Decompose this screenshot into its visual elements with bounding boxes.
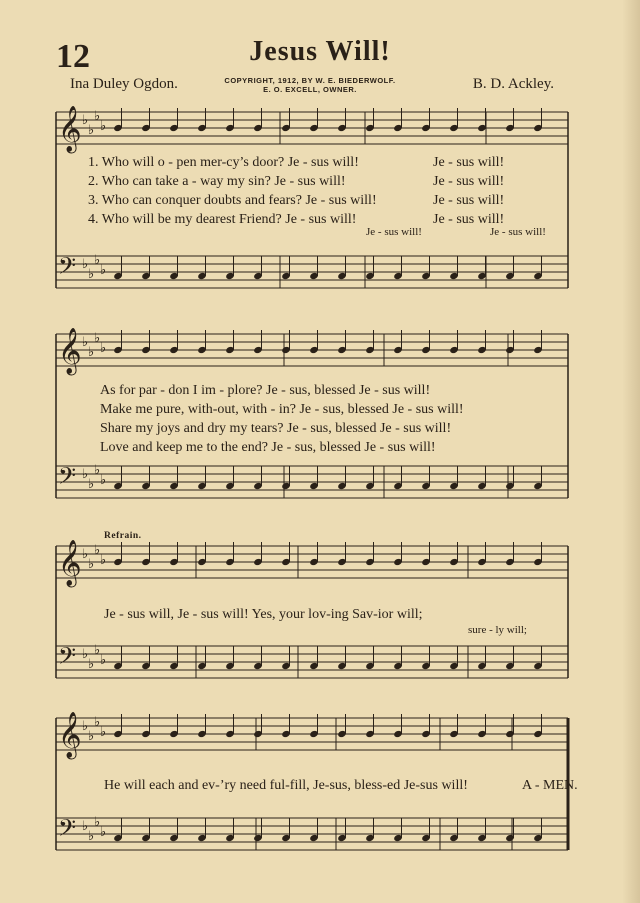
hymn-number: 12 bbox=[56, 38, 90, 75]
refrain-label: Refrain. bbox=[104, 531, 142, 541]
copyright-line-1: COPYRIGHT, 1912, BY W. E. BIEDERWOLF. bbox=[224, 76, 396, 85]
flat-icon: ♭ bbox=[88, 267, 95, 282]
flat-icon: ♭ bbox=[82, 547, 89, 562]
flat-icon: ♭ bbox=[88, 829, 95, 844]
flat-icon: ♭ bbox=[82, 719, 89, 734]
flat-icon: ♭ bbox=[82, 257, 89, 272]
flat-icon: ♭ bbox=[94, 463, 101, 478]
flat-icon: ♭ bbox=[94, 643, 101, 658]
flat-icon: ♭ bbox=[88, 477, 95, 492]
flat-icon: ♭ bbox=[88, 657, 95, 672]
hymn-title: Jesus Will! bbox=[249, 36, 391, 67]
flat-icon: ♭ bbox=[88, 729, 95, 744]
flat-icon: ♭ bbox=[94, 715, 101, 730]
copyright-line-2: E. O. EXCELL, OWNER. bbox=[263, 85, 357, 94]
treble-clef-icon: 𝄞 bbox=[58, 106, 82, 152]
flat-icon: ♭ bbox=[82, 467, 89, 482]
verse-3-line-2: Share my joys and dry my tears? Je - sus, blessed Je - sus will! bbox=[100, 421, 452, 436]
refrain-line-1-alt: sure - ly will; bbox=[468, 624, 527, 636]
verse-2-line-2: Make me pure, with-out, with - in? Je - sus, blessed Je - sus will! bbox=[100, 402, 464, 417]
flat-icon: ♭ bbox=[88, 123, 95, 138]
flat-icon: ♭ bbox=[100, 725, 107, 740]
composer-credit: B. D. Ackley. bbox=[472, 76, 554, 92]
refrain-line-1: Je - sus will, Je - sus will! Yes, your lov-ing Sav-ior will; bbox=[104, 607, 423, 622]
flat-icon: ♭ bbox=[100, 825, 107, 840]
flat-icon: ♭ bbox=[94, 109, 101, 124]
flat-icon: ♭ bbox=[100, 341, 107, 356]
flat-icon: ♭ bbox=[82, 335, 89, 350]
flat-icon: ♭ bbox=[88, 557, 95, 572]
flat-icon: ♭ bbox=[82, 819, 89, 834]
author-credit: Ina Duley Ogdon. bbox=[70, 76, 178, 92]
flat-icon: ♭ bbox=[100, 263, 107, 278]
bass-clef-icon: 𝄢 bbox=[58, 642, 77, 675]
flat-icon: ♭ bbox=[94, 331, 101, 346]
flat-icon: ♭ bbox=[100, 653, 107, 668]
bass-clef-icon: 𝄢 bbox=[58, 462, 77, 495]
bass-clef-icon: 𝄢 bbox=[58, 814, 77, 847]
verse-4-line-2: Love and keep me to the end? Je - sus, blessed Je - sus will! bbox=[100, 440, 436, 455]
flat-icon: ♭ bbox=[100, 473, 107, 488]
hymn-page: 12 Jesus Will! Ina Duley Ogdon. COPYRIGHT, 1912, BY W. E. BIEDERWOLF. E. O. EXCELL, OWNER. B. D. Ackley. 𝄞 ♭ ♭ ♭ ♭ 𝄢 ♭ ♭ ♭ ♭ 𝄞 ♭ ♭ ♭ ♭ 𝄢 ♭ ♭ ♭ ♭ 𝄞 ♭ ♭ ♭ ♭ 𝄢 ♭ ♭ ♭ ♭ 𝄞 ♭ ♭ ♭ ♭ 𝄢 ♭ ♭ ♭ ♭ 1. Who will o - pen mer-cy’s door? Je - sus will! Je - sus will! 2. Who can take a - way my sin? Je - sus will! Je - sus will! 3. Who can conquer doubts and fears? Je - sus will! Je - sus will! 4. Who will be my dearest Friend? Je - sus will! Je - sus will! Je - sus will! Je - sus will! As for par - don I im - plore? Je - sus, blessed Je - sus will! Make me pure, with-out, with - in? Je - sus, blessed Je - sus will! Share my joys and dry my tears? Je - sus, blessed Je - sus will! Love and keep me to the end? Je - sus, blessed Je - sus will! Refrain. Je - sus will, Je - sus will! Yes, your lov-ing Sav-ior will; sure - ly will; He will each and ev-’ry need ful-fill, Je-sus, bless-ed Je-sus will! A - MEN. bbox=[0, 0, 640, 903]
verse-1-line-2: As for par - don I im - plore? Je - sus, blessed Je - sus will! bbox=[100, 383, 431, 398]
treble-clef-icon: 𝄞 bbox=[58, 540, 82, 586]
flat-icon: ♭ bbox=[100, 119, 107, 134]
flat-icon: ♭ bbox=[100, 553, 107, 568]
treble-clef-icon: 𝄞 bbox=[58, 328, 82, 374]
flat-icon: ♭ bbox=[82, 113, 89, 128]
flat-icon: ♭ bbox=[82, 647, 89, 662]
bass-clef-icon: 𝄢 bbox=[58, 252, 77, 285]
flat-icon: ♭ bbox=[94, 815, 101, 830]
treble-clef-icon: 𝄞 bbox=[58, 712, 82, 758]
flat-icon: ♭ bbox=[88, 345, 95, 360]
flat-icon: ♭ bbox=[94, 253, 101, 268]
flat-icon: ♭ bbox=[94, 543, 101, 558]
